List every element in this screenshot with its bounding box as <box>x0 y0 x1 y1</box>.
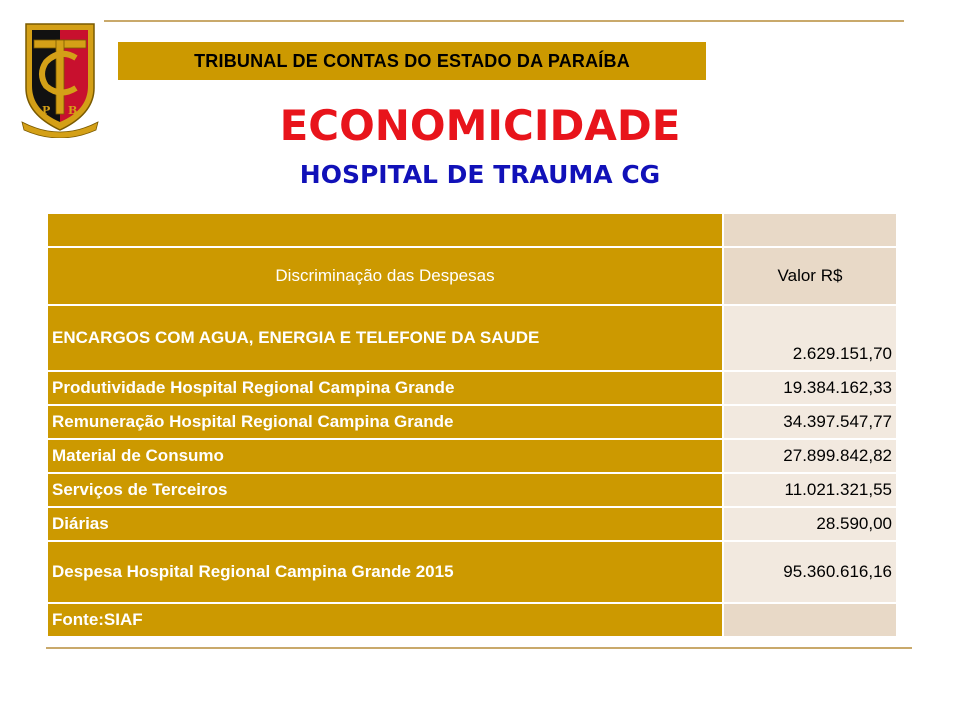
row-value: 27.899.842,82 <box>723 439 897 473</box>
row-description: Produtividade Hospital Regional Campina Grande <box>47 371 723 405</box>
row-value: 28.590,00 <box>723 507 897 541</box>
column-header-description: Discriminação das Despesas <box>47 247 723 305</box>
total-description: Despesa Hospital Regional Campina Grande 2015 <box>47 541 723 603</box>
svg-text:B: B <box>68 104 78 117</box>
institution-name: TRIBUNAL DE CONTAS DO ESTADO DA PARAÍBA <box>194 50 630 71</box>
row-description: Diárias <box>47 507 723 541</box>
table-row <box>47 405 897 439</box>
source-note: Fonte:SIAF <box>47 603 723 637</box>
row-description: ENCARGOS COM AGUA, ENERGIA E TELEFONE DA SAUDE <box>47 305 723 371</box>
row-description: Serviços de Terceiros <box>47 473 723 507</box>
row-value: 19.384.162,33 <box>723 371 897 405</box>
row-description: Remuneração Hospital Regional Campina Grande <box>47 405 723 439</box>
table-row <box>47 371 897 405</box>
blank-cell <box>723 603 897 637</box>
table-source-row <box>47 603 897 637</box>
blank-cell <box>47 213 723 247</box>
table-row <box>47 305 897 371</box>
table-row <box>47 507 897 541</box>
table-row <box>47 439 897 473</box>
institution-banner <box>118 42 706 80</box>
row-value: 11.021.321,55 <box>723 473 897 507</box>
svg-text:P: P <box>42 104 51 117</box>
page-subtitle: HOSPITAL DE TRAUMA CG <box>299 160 661 189</box>
top-divider <box>104 20 904 22</box>
column-header-value: Valor R$ <box>723 247 897 305</box>
bottom-divider <box>46 647 912 649</box>
table-total-row <box>47 541 897 603</box>
total-value: 95.360.616,16 <box>723 541 897 603</box>
page-title: ECONOMICIDADE <box>279 101 681 150</box>
row-description: Material de Consumo <box>47 439 723 473</box>
table-header-row <box>47 247 897 305</box>
row-value: 34.397.547,77 <box>723 405 897 439</box>
blank-cell <box>723 213 897 247</box>
row-value: 2.629.151,70 <box>723 305 897 371</box>
table-blank-top-row <box>47 213 897 247</box>
table-row <box>47 473 897 507</box>
expenses-table <box>46 212 898 638</box>
